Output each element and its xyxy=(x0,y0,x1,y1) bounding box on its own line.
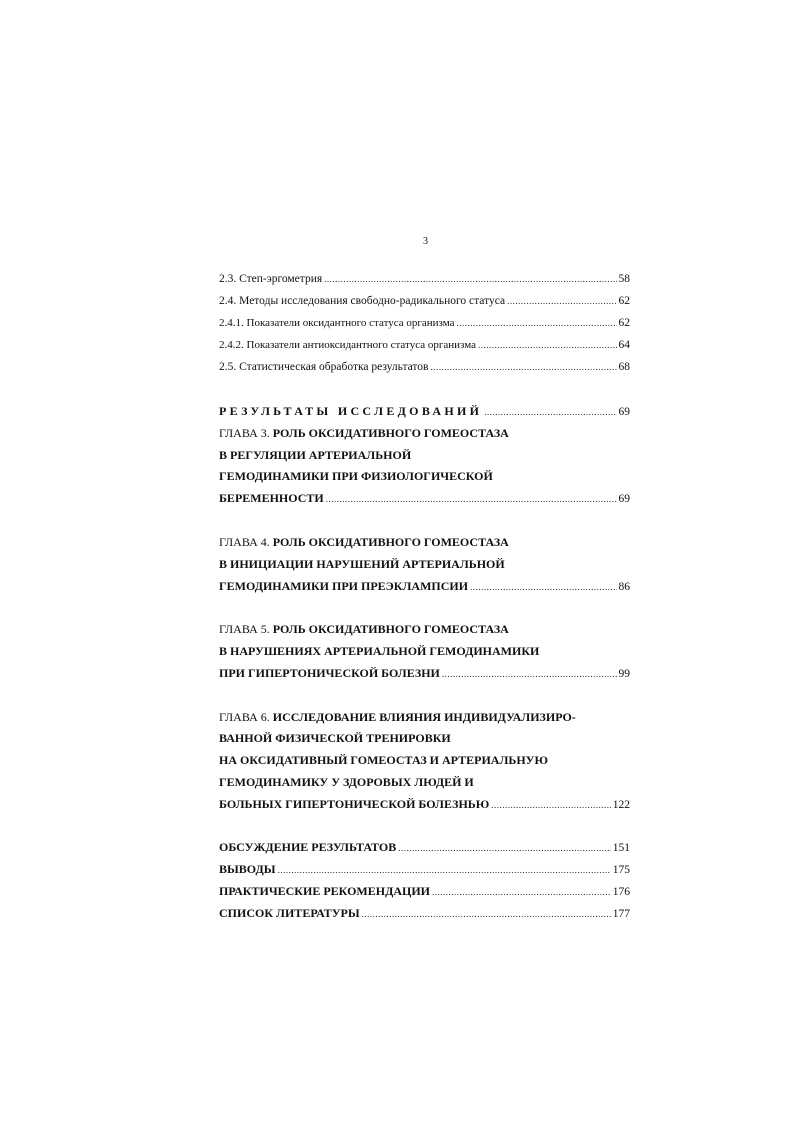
chapter6-line4: ГЕМОДИНАМИКУ У ЗДОРОВЫХ ЛЮДЕЙ И xyxy=(219,775,474,789)
toc-entry-page: 122 xyxy=(612,799,630,811)
toc-entry-page: 176 xyxy=(612,886,630,898)
toc-entry-label: 2.4.1. Показатели оксидантного статуса организма xyxy=(219,317,455,329)
chapter6-line5[interactable] xyxy=(219,796,630,813)
chapter-title: ПРИ ГИПЕРТОНИЧЕСКОЙ БОЛЕЗНИ xyxy=(219,666,440,680)
dot-leader xyxy=(326,491,617,507)
toc-entry-page: 68 xyxy=(618,361,630,373)
toc-entry-page: 62 xyxy=(618,317,630,329)
toc-entry-page: 69 xyxy=(618,406,630,418)
dot-leader xyxy=(432,884,611,900)
chapter-title: ГЕМОДИНАМИКИ ПРИ ПРЕЭКЛАМПСИИ xyxy=(219,579,469,593)
chapter-title: БОЛЬНЫХ ГИПЕРТОНИЧЕСКОЙ БОЛЕЗНЬЮ xyxy=(219,797,490,811)
toc-entry-bibliography[interactable] xyxy=(219,905,630,922)
toc-entry-label: 2.5. Статистическая обработка результатов xyxy=(219,361,429,373)
chapter3-line4[interactable] xyxy=(219,490,630,507)
toc-entry-2-4-1[interactable] xyxy=(219,315,630,331)
toc-entry-2-5[interactable] xyxy=(219,359,630,375)
chapter3-line1[interactable] xyxy=(219,425,509,441)
chapter3-line3: ГЕМОДИНАМИКИ ПРИ ФИЗИОЛОГИЧЕСКОЙ xyxy=(219,469,493,483)
dot-leader xyxy=(470,579,616,595)
chapter-title: РОЛЬ ОКСИДАТИВНОГО ГОМЕОСТАЗА xyxy=(272,622,509,636)
toc-entry-label: ОБСУЖДЕНИЕ РЕЗУЛЬТАТОВ xyxy=(219,840,397,854)
dot-leader xyxy=(278,862,611,878)
toc-entry-recommendations[interactable] xyxy=(219,883,630,900)
toc-entry-page: 64 xyxy=(618,339,630,351)
chapter-title: БЕРЕМЕННОСТИ xyxy=(219,491,324,505)
toc-entry-label: ПРАКТИЧЕСКИЕ РЕКОМЕНДАЦИИ xyxy=(219,884,431,898)
toc-entry-discussion[interactable] xyxy=(219,839,630,856)
chapter5-line3[interactable] xyxy=(219,665,630,682)
toc-entry-page: 151 xyxy=(612,842,630,854)
toc-entry-page: 99 xyxy=(618,668,630,680)
toc-entry-label: 2.3. Степ-эргометрия xyxy=(219,273,323,285)
chapter6-line3: НА ОКСИДАТИВНЫЙ ГОМЕОСТАЗ И АРТЕРИАЛЬНУЮ xyxy=(219,753,548,767)
dot-leader xyxy=(362,906,611,922)
toc-entry-page: 69 xyxy=(618,493,630,505)
dot-leader xyxy=(324,271,616,287)
page-number: 3 xyxy=(423,236,428,247)
toc-entry-label: 2.4.2. Показатели антиоксидантного статуса организма xyxy=(219,339,476,351)
dot-leader xyxy=(507,293,616,309)
dot-leader xyxy=(478,337,617,353)
toc-entry-page: 175 xyxy=(612,864,630,876)
results-heading-label: РЕЗУЛЬТАТЫ ИССЛЕДОВАНИЙ xyxy=(219,404,483,418)
toc-results-heading[interactable] xyxy=(219,403,630,420)
chapter-title: РОЛЬ ОКСИДАТИВНОГО ГОМЕОСТАЗА xyxy=(272,535,509,549)
toc-entry-page: 177 xyxy=(612,908,630,920)
toc-entry-2-4[interactable] xyxy=(219,293,630,309)
chapter6-line1[interactable] xyxy=(219,709,576,725)
chapter6-line2: ВАННОЙ ФИЗИЧЕСКОЙ ТРЕНИРОВКИ xyxy=(219,731,451,745)
chapter-prefix: ГЛАВА 3. xyxy=(219,426,270,440)
dot-leader xyxy=(491,797,611,813)
toc-entry-2-3[interactable] xyxy=(219,271,630,287)
chapter4-line2: В ИНИЦИАЦИИ НАРУШЕНИЙ АРТЕРИАЛЬНОЙ xyxy=(219,557,505,571)
chapter-prefix: ГЛАВА 5. xyxy=(219,622,270,636)
toc-entry-conclusions[interactable] xyxy=(219,861,630,878)
toc-entry-page: 86 xyxy=(618,581,630,593)
chapter-title: РОЛЬ ОКСИДАТИВНОГО ГОМЕОСТАЗА xyxy=(272,426,509,440)
chapter5-line1[interactable] xyxy=(219,621,509,637)
dot-leader xyxy=(442,666,617,682)
toc-entry-label: СПИСОК ЛИТЕРАТУРЫ xyxy=(219,906,360,920)
chapter-prefix: ГЛАВА 4. xyxy=(219,535,270,549)
toc-entry-page: 62 xyxy=(618,295,630,307)
toc-entry-label: 2.4. Методы исследования свободно-радикального статуса xyxy=(219,295,506,307)
chapter4-line1[interactable] xyxy=(219,534,509,550)
dot-leader xyxy=(398,840,611,856)
toc-entry-label: ВЫВОДЫ xyxy=(219,862,276,876)
toc-entry-2-4-2[interactable] xyxy=(219,337,630,353)
chapter4-line3[interactable] xyxy=(219,578,630,595)
dot-leader xyxy=(430,359,616,375)
dot-leader xyxy=(457,315,617,331)
chapter-title: ИССЛЕДОВАНИЕ ВЛИЯНИЯ ИНДИВИДУАЛИЗИРО- xyxy=(272,710,576,724)
chapter-prefix: ГЛАВА 6. xyxy=(219,710,270,724)
toc-entry-page: 58 xyxy=(618,273,630,285)
chapter5-line2: В НАРУШЕНИЯХ АРТЕРИАЛЬНОЙ ГЕМОДИНАМИКИ xyxy=(219,644,540,658)
chapter3-line2: В РЕГУЛЯЦИИ АРТЕРИАЛЬНОЙ xyxy=(219,448,412,462)
dot-leader xyxy=(484,404,616,420)
